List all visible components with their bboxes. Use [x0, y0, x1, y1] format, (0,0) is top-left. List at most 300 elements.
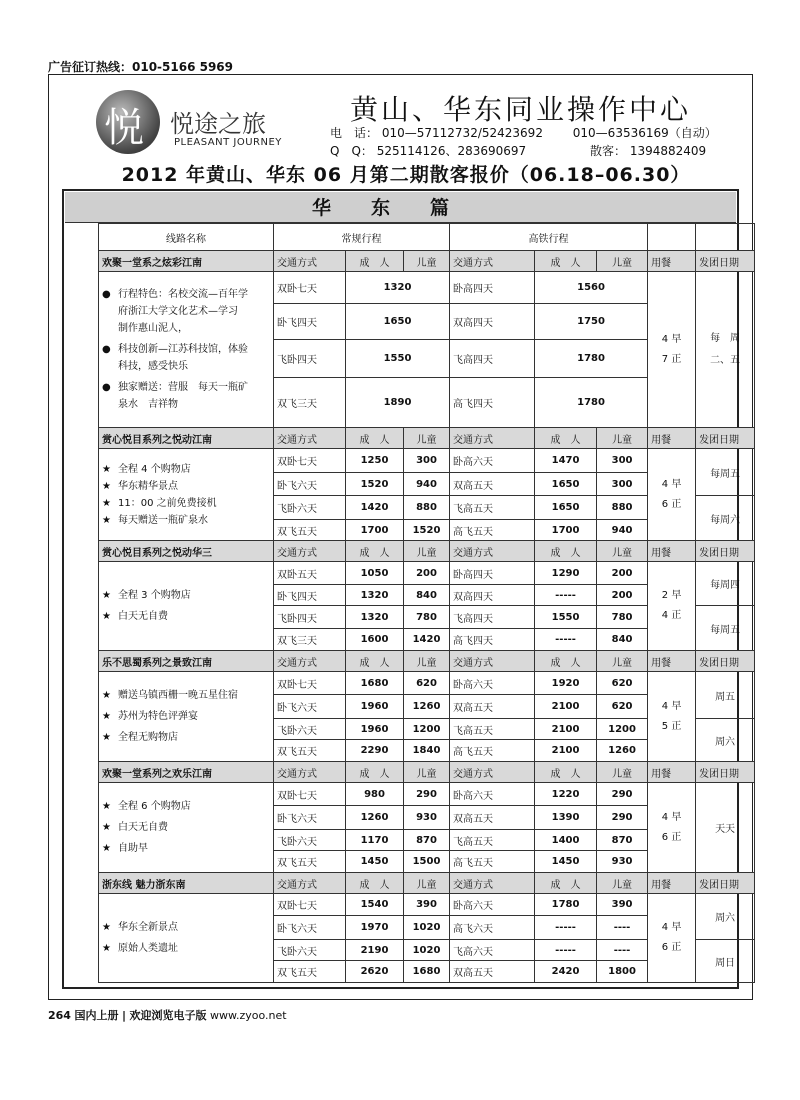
route-title: 赏心悦目系列之悦动华三 — [99, 541, 274, 562]
transport-regular: 飞卧四天 — [274, 340, 346, 378]
child-price-regular: 290 — [404, 783, 450, 806]
adult-price-hsr: 1920 — [535, 672, 597, 695]
adult-price-hsr: 2100 — [535, 740, 597, 762]
bullet-icon: ● — [102, 382, 111, 393]
col-header-hsr: 高铁行程 — [450, 224, 648, 251]
book-name: 国内上册 — [74, 1009, 119, 1022]
meal-line: 4 早 — [661, 922, 682, 933]
meal-plan — [648, 783, 696, 873]
feature-text: 华东精华景点 — [118, 480, 178, 492]
child-price-regular: 300 — [404, 449, 450, 473]
departure-days: 周五 — [696, 672, 755, 719]
subheader-child: 儿童 — [404, 651, 450, 672]
col-header-blank-depart — [696, 224, 755, 251]
adult-price-regular: 1960 — [346, 719, 404, 740]
bullet-icon: ★ — [102, 732, 111, 743]
transport-hsr: 双高五天 — [450, 961, 535, 983]
subheader-meal: 用餐 — [648, 428, 696, 449]
price-row — [99, 562, 755, 585]
route-title: 乐不思蜀系列之景致江南 — [99, 651, 274, 672]
price-table — [98, 223, 755, 983]
transport-regular: 双卧七天 — [274, 672, 346, 695]
feature-text: 制作惠山泥人， — [118, 323, 188, 334]
adult-price-hsr: 1780 — [535, 378, 648, 428]
child-price-hsr: 290 — [597, 806, 648, 830]
child-price-hsr: 620 — [597, 672, 648, 695]
column-header-row — [99, 224, 755, 251]
bullet-icon: ★ — [102, 922, 111, 933]
col-header-blank-meal — [648, 224, 696, 251]
price-row — [99, 783, 755, 806]
subheader-transport: 交通方式 — [450, 541, 535, 562]
adult-price-hsr: ----- — [535, 916, 597, 940]
bullet-icon: ● — [102, 289, 111, 300]
subheader-adult: 成 人 — [346, 762, 404, 783]
departure-days: 每周五 — [696, 449, 755, 496]
transport-regular: 飞卧四天 — [274, 606, 346, 629]
bullet-icon: ★ — [102, 590, 111, 601]
footer-separator: | — [121, 1009, 126, 1022]
subheader-child: 儿童 — [597, 541, 648, 562]
subheader-transport: 交通方式 — [450, 251, 535, 272]
adult-price-regular: 1450 — [346, 851, 404, 873]
meal-plan — [648, 562, 696, 651]
feature-line — [102, 341, 270, 358]
child-price-hsr: 880 — [597, 496, 648, 520]
route-header-row — [99, 762, 755, 783]
departure-days: 周六 — [696, 719, 755, 762]
transport-hsr: 高飞五天 — [450, 740, 535, 762]
transport-regular: 飞卧六天 — [274, 719, 346, 740]
feature-line — [102, 587, 270, 604]
child-price-hsr: 1200 — [597, 719, 648, 740]
price-row — [99, 894, 755, 916]
logo-name-cn: 悦途之旅 — [170, 110, 266, 138]
child-price-regular: 620 — [404, 672, 450, 695]
adult-price-regular: 1600 — [346, 629, 404, 651]
bullet-icon: ★ — [102, 514, 111, 526]
adult-price-regular: 1890 — [346, 378, 450, 428]
feature-line — [102, 819, 270, 836]
subheader-depart: 发团日期 — [696, 541, 755, 562]
subheader-adult: 成 人 — [535, 541, 597, 562]
feature-line — [102, 461, 270, 478]
adult-price-regular: 1170 — [346, 830, 404, 851]
route-header-row — [99, 428, 755, 449]
subheader-transport: 交通方式 — [274, 762, 346, 783]
adult-price-hsr: 1780 — [535, 340, 648, 378]
subheader-meal: 用餐 — [648, 541, 696, 562]
transport-regular: 双飞五天 — [274, 961, 346, 983]
page-number: 264 — [48, 1009, 71, 1022]
agency-title: 黄山、华东同业操作中心 — [350, 93, 692, 126]
adult-price-hsr: 2420 — [535, 961, 597, 983]
subheader-transport: 交通方式 — [274, 541, 346, 562]
route-title: 欢聚一堂系列之欢乐江南 — [99, 762, 274, 783]
transport-regular: 卧飞六天 — [274, 916, 346, 940]
adult-price-hsr: 1780 — [535, 894, 597, 916]
feature-line — [102, 919, 270, 936]
route-title: 欢聚一堂系之炫彩江南 — [99, 251, 274, 272]
transport-hsr: 飞高五天 — [450, 830, 535, 851]
subheader-depart: 发团日期 — [696, 428, 755, 449]
adult-price-regular: 1520 — [346, 473, 404, 496]
transport-regular: 飞卧六天 — [274, 496, 346, 520]
child-price-regular: 780 — [404, 606, 450, 629]
feature-line — [102, 379, 270, 396]
bullet-icon: ★ — [102, 611, 111, 622]
transport-regular: 双卧七天 — [274, 272, 346, 304]
feature-text: 全程无购物店 — [118, 732, 178, 743]
transport-hsr: 双高五天 — [450, 695, 535, 719]
adult-price-regular: 2290 — [346, 740, 404, 762]
child-price-regular: 880 — [404, 496, 450, 520]
price-row — [99, 449, 755, 473]
child-price-hsr: ---- — [597, 916, 648, 940]
transport-regular: 卧飞六天 — [274, 695, 346, 719]
meal-line: 6 正 — [661, 942, 682, 953]
transport-regular: 双飞五天 — [274, 520, 346, 541]
subheader-child: 儿童 — [597, 428, 648, 449]
subheader-transport: 交通方式 — [274, 873, 346, 894]
phone-1: 010—57112732/52423692 — [381, 126, 543, 140]
meal-line: 4 早 — [661, 478, 682, 490]
departure-days — [696, 272, 755, 428]
transport-hsr: 飞高四天 — [450, 340, 535, 378]
subheader-depart: 发团日期 — [696, 251, 755, 272]
adult-price-regular: 1680 — [346, 672, 404, 695]
adult-price-hsr: ----- — [535, 940, 597, 961]
adult-price-hsr: 1450 — [535, 851, 597, 873]
transport-regular: 双飞五天 — [274, 851, 346, 873]
child-price-hsr: 390 — [597, 894, 648, 916]
adult-price-hsr: ----- — [535, 585, 597, 606]
adult-price-regular: 1050 — [346, 562, 404, 585]
adult-price-regular: 1550 — [346, 340, 450, 378]
child-price-hsr: 1800 — [597, 961, 648, 983]
adult-price-regular: 2190 — [346, 940, 404, 961]
subheader-adult: 成 人 — [535, 873, 597, 894]
transport-hsr: 高飞五天 — [450, 851, 535, 873]
transport-regular: 双飞三天 — [274, 629, 346, 651]
transport-regular: 双飞三天 — [274, 378, 346, 428]
price-row — [99, 672, 755, 695]
feature-text: 赠送乌镇西栅一晚五星住宿 — [118, 690, 238, 701]
feature-text: 白天无自费 — [118, 611, 168, 622]
transport-hsr: 高飞四天 — [450, 629, 535, 651]
footer-url[interactable]: www.zyoo.net — [210, 1009, 287, 1022]
feature-text: 泉水 吉祥物 — [118, 399, 178, 410]
route-title: 浙东线 魅力浙东南 — [99, 873, 274, 894]
departure-days: 每周五 — [696, 606, 755, 651]
child-price-hsr: 200 — [597, 562, 648, 585]
price-row — [99, 272, 755, 304]
route-header-row — [99, 251, 755, 272]
feature-text: 府浙江大学文化艺术—学习 — [118, 306, 238, 317]
bullet-icon: ★ — [102, 801, 111, 812]
subheader-transport: 交通方式 — [274, 651, 346, 672]
subheader-adult: 成 人 — [346, 873, 404, 894]
departure-days — [696, 783, 755, 873]
transport-regular: 卧飞四天 — [274, 304, 346, 340]
route-features — [99, 272, 274, 428]
meal-plan — [648, 894, 696, 983]
route-features — [99, 562, 274, 651]
feature-line — [102, 303, 270, 320]
col-header-regular: 常规行程 — [274, 224, 450, 251]
adult-price-hsr: 1550 — [535, 606, 597, 629]
child-price-regular: 930 — [404, 806, 450, 830]
subheader-depart: 发团日期 — [696, 651, 755, 672]
adult-price-regular: 1260 — [346, 806, 404, 830]
feature-text: 全程 6 个购物店 — [118, 801, 191, 812]
child-price-regular: 1260 — [404, 695, 450, 719]
adult-price-hsr: 1650 — [535, 496, 597, 520]
subheader-child: 儿童 — [404, 762, 450, 783]
route-header-row — [99, 651, 755, 672]
feature-text: 全程 4 个购物店 — [118, 463, 191, 475]
feature-line — [102, 286, 270, 303]
feature-text: 科技创新—江苏科技馆，体验 — [118, 344, 248, 355]
subheader-adult: 成 人 — [346, 251, 404, 272]
route-features — [99, 449, 274, 541]
feature-text: 白天无自费 — [118, 822, 168, 833]
adult-price-regular: 1960 — [346, 695, 404, 719]
child-price-regular: 1020 — [404, 916, 450, 940]
transport-hsr: 卧高六天 — [450, 672, 535, 695]
subheader-meal: 用餐 — [648, 762, 696, 783]
logo-mark: 悦 — [104, 105, 144, 151]
subheader-meal: 用餐 — [648, 251, 696, 272]
child-price-regular: 1500 — [404, 851, 450, 873]
child-price-regular: 1520 — [404, 520, 450, 541]
subheader-child: 儿童 — [597, 251, 648, 272]
child-price-regular: 1420 — [404, 629, 450, 651]
qq-value: 525114126、283690697 — [376, 144, 527, 158]
child-price-regular: 1020 — [404, 940, 450, 961]
transport-hsr: 高飞四天 — [450, 378, 535, 428]
adult-price-hsr: 1220 — [535, 783, 597, 806]
price-table-body — [99, 224, 755, 983]
subheader-adult: 成 人 — [346, 541, 404, 562]
adult-price-regular: 1420 — [346, 496, 404, 520]
child-price-hsr: ---- — [597, 940, 648, 961]
meal-line: 2 早 — [661, 590, 682, 601]
transport-regular: 双飞五天 — [274, 740, 346, 762]
subheader-adult: 成 人 — [535, 651, 597, 672]
transport-regular: 双卧七天 — [274, 894, 346, 916]
child-price-regular: 200 — [404, 562, 450, 585]
transport-hsr: 卧高四天 — [450, 272, 535, 304]
subheader-child: 儿童 — [597, 762, 648, 783]
bullet-icon: ★ — [102, 497, 111, 509]
child-price-hsr: 840 — [597, 629, 648, 651]
feature-line — [102, 940, 270, 957]
meal-line: 6 正 — [661, 498, 682, 510]
section-title: 华东篇 — [311, 197, 489, 219]
transport-hsr: 高飞六天 — [450, 916, 535, 940]
feature-text: 每天赠送一瓶矿泉水 — [118, 514, 208, 526]
subheader-transport: 交通方式 — [450, 651, 535, 672]
subheader-child: 儿童 — [597, 651, 648, 672]
fax-value: 1394882409 — [629, 144, 707, 158]
transport-hsr: 飞高五天 — [450, 496, 535, 520]
adult-price-hsr: 1700 — [535, 520, 597, 541]
subheader-child: 儿童 — [597, 873, 648, 894]
adult-price-hsr: 1390 — [535, 806, 597, 830]
bullet-icon: ★ — [102, 822, 111, 833]
transport-hsr: 卧高四天 — [450, 562, 535, 585]
route-features — [99, 783, 274, 873]
transport-hsr: 高飞五天 — [450, 520, 535, 541]
qq-row — [330, 142, 706, 159]
feature-line — [102, 729, 270, 746]
transport-regular: 卧飞六天 — [274, 806, 346, 830]
transport-hsr: 飞高六天 — [450, 940, 535, 961]
adult-price-hsr: 1650 — [535, 473, 597, 496]
subheader-transport: 交通方式 — [450, 762, 535, 783]
meal-line: 4 正 — [661, 610, 682, 621]
feature-text: 11：00 之前免费接机 — [118, 497, 217, 509]
child-price-hsr: 1260 — [597, 740, 648, 762]
transport-hsr: 飞高五天 — [450, 719, 535, 740]
subheader-transport: 交通方式 — [450, 873, 535, 894]
subheader-transport: 交通方式 — [274, 428, 346, 449]
subheader-child: 儿童 — [404, 251, 450, 272]
transport-hsr: 飞高四天 — [450, 606, 535, 629]
adult-price-regular: 1700 — [346, 520, 404, 541]
route-title: 赏心悦目系列之悦动江南 — [99, 428, 274, 449]
subheader-adult: 成 人 — [535, 428, 597, 449]
subheader-depart: 发团日期 — [696, 873, 755, 894]
child-price-regular: 1680 — [404, 961, 450, 983]
subheader-meal: 用餐 — [648, 651, 696, 672]
transport-regular: 双卧五天 — [274, 562, 346, 585]
adult-price-hsr: ----- — [535, 629, 597, 651]
logo-name-en: PLEASANT JOURNEY — [174, 137, 282, 148]
price-heading: 2012 年黄山、华东 06 月第二期散客报价（06.18–06.30） — [121, 164, 691, 186]
feature-line — [102, 708, 270, 725]
departure-line: 每 周 — [710, 332, 741, 344]
meal-line: 7 正 — [661, 353, 682, 365]
subheader-child: 儿童 — [404, 541, 450, 562]
adult-price-regular: 1320 — [346, 606, 404, 629]
transport-regular: 双卧七天 — [274, 449, 346, 473]
adult-price-hsr: 1750 — [535, 304, 648, 340]
footer-slogan: 欢迎浏览电子版 — [129, 1009, 207, 1022]
child-price-hsr: 930 — [597, 851, 648, 873]
transport-hsr: 双高四天 — [450, 585, 535, 606]
route-features — [99, 672, 274, 762]
child-price-hsr: 940 — [597, 520, 648, 541]
col-header-route: 线路名称 — [99, 224, 274, 251]
feature-line — [102, 840, 270, 857]
bullet-icon: ★ — [102, 480, 111, 492]
subheader-adult: 成 人 — [535, 251, 597, 272]
meal-plan — [648, 272, 696, 428]
feature-line — [102, 358, 270, 375]
bullet-icon: ★ — [102, 943, 111, 954]
subheader-adult: 成 人 — [535, 762, 597, 783]
bullet-icon: ★ — [102, 690, 111, 701]
meal-plan — [648, 672, 696, 762]
child-price-hsr: 300 — [597, 449, 648, 473]
child-price-regular: 1200 — [404, 719, 450, 740]
child-price-hsr: 620 — [597, 695, 648, 719]
adult-price-hsr: 1560 — [535, 272, 648, 304]
route-header-row — [99, 541, 755, 562]
transport-hsr: 卧高六天 — [450, 783, 535, 806]
subheader-child: 儿童 — [404, 428, 450, 449]
meal-line: 4 早 — [661, 700, 682, 712]
feature-line — [102, 687, 270, 704]
child-price-hsr: 200 — [597, 585, 648, 606]
child-price-regular: 840 — [404, 585, 450, 606]
adult-price-regular: 2620 — [346, 961, 404, 983]
meal-plan — [648, 449, 696, 541]
child-price-regular: 1840 — [404, 740, 450, 762]
adult-price-regular: 1250 — [346, 449, 404, 473]
bullet-icon: ★ — [102, 463, 111, 475]
meal-line: 5 正 — [661, 720, 682, 732]
feature-line — [102, 495, 270, 512]
child-price-hsr: 780 — [597, 606, 648, 629]
qq-label: Q Q： — [330, 144, 373, 158]
transport-hsr: 双高五天 — [450, 473, 535, 496]
transport-hsr: 双高五天 — [450, 806, 535, 830]
adult-price-regular: 1320 — [346, 272, 450, 304]
departure-line: 天天 — [715, 824, 736, 835]
ad-hotline: 广告征订热线：010-5166 5969 — [48, 60, 234, 74]
phone-label: 电 话： — [330, 126, 379, 140]
adult-price-hsr: 2100 — [535, 719, 597, 740]
child-price-regular: 940 — [404, 473, 450, 496]
feature-line — [102, 512, 270, 529]
subheader-child: 儿童 — [404, 873, 450, 894]
feature-line — [102, 320, 270, 337]
adult-price-hsr: 2100 — [535, 695, 597, 719]
transport-regular: 卧飞四天 — [274, 585, 346, 606]
adult-price-regular: 1320 — [346, 585, 404, 606]
departure-days: 每周四 — [696, 562, 755, 606]
meal-line: 4 早 — [661, 333, 682, 345]
adult-price-regular: 1650 — [346, 304, 450, 340]
transport-hsr: 卧高六天 — [450, 449, 535, 473]
meal-line: 6 正 — [661, 831, 682, 843]
transport-regular: 飞卧六天 — [274, 940, 346, 961]
feature-line — [102, 396, 270, 413]
feature-text: 行程特色：名校交流—百年学 — [118, 289, 248, 300]
departure-line: 二、五 — [710, 354, 741, 366]
feature-line — [102, 608, 270, 625]
child-price-hsr: 870 — [597, 830, 648, 851]
transport-regular: 飞卧六天 — [274, 830, 346, 851]
departure-days: 周日 — [696, 940, 755, 983]
feature-text: 全程 3 个购物店 — [118, 590, 191, 601]
bullet-icon: ● — [102, 344, 111, 355]
feature-text: 原始人类遗址 — [118, 943, 178, 954]
departure-days: 每周六 — [696, 496, 755, 541]
subheader-transport: 交通方式 — [450, 428, 535, 449]
child-price-hsr: 300 — [597, 473, 648, 496]
bullet-icon: ★ — [102, 711, 111, 722]
phone-2: 010—63536169（自动） — [572, 126, 717, 140]
transport-regular: 卧飞六天 — [274, 473, 346, 496]
meal-line: 4 早 — [661, 811, 682, 823]
feature-text: 苏州为特色评弹宴 — [118, 711, 198, 722]
fax-label: 散客： — [590, 144, 627, 158]
child-price-regular: 870 — [404, 830, 450, 851]
